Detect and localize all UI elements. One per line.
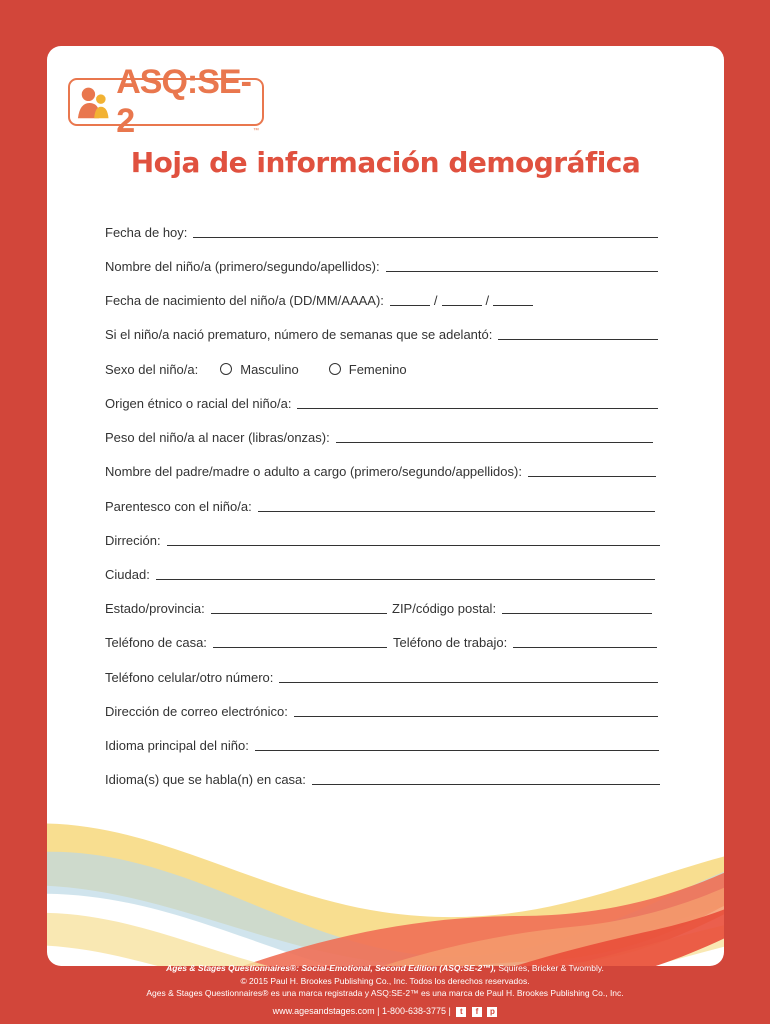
peso-input[interactable] (336, 430, 653, 443)
website-link[interactable]: www.agesandstages.com | 1-800-638-3775 | (272, 1006, 451, 1016)
field-direccion (105, 530, 660, 548)
facebook-icon[interactable]: f (472, 1007, 482, 1017)
zip-input[interactable] (502, 601, 652, 614)
direccion-input[interactable] (167, 533, 660, 546)
telefono-celular-label: Teléfono celular/otro número: (105, 670, 274, 685)
footer-line-3: Ages & Stages Questionnaires® es una marca registrada y ASQ:SE-2™ es una marca de Paul H. Brookes Publishing Co., Inc. (146, 988, 624, 998)
field-ciudad (105, 564, 655, 582)
field-fecha-hoy (105, 222, 658, 240)
birth-year-input[interactable] (493, 293, 533, 306)
field-nombre-padre (105, 461, 656, 479)
nombre-padre-input[interactable] (528, 464, 656, 477)
field-telefono-casa (105, 632, 387, 650)
birth-month-input[interactable] (442, 293, 482, 306)
field-estado (105, 598, 387, 616)
telefono-celular-input[interactable] (279, 670, 658, 683)
femenino-label: Femenino (348, 362, 407, 377)
field-telefono-celular (105, 667, 658, 685)
estado-label: Estado/provincia: (105, 601, 205, 616)
peso-label: Peso del niño/a al nacer (libras/onzas): (105, 430, 330, 445)
femenino-radio[interactable] (329, 363, 341, 375)
idioma-principal-input[interactable] (255, 738, 659, 751)
birth-day-input[interactable] (390, 293, 430, 306)
origen-input[interactable] (297, 396, 658, 409)
form-card (47, 46, 724, 966)
masculino-radio[interactable] (220, 363, 232, 375)
telefono-trabajo-label: Teléfono de trabajo: (393, 635, 508, 650)
decorative-waves (47, 766, 724, 966)
field-correo (105, 701, 658, 719)
field-zip (392, 598, 652, 616)
footer-title: Ages & Stages Questionnaires®: Social-Emotional, Second Edition (ASQ:SE-2™), (166, 963, 496, 973)
field-semanas-prematuro (105, 324, 658, 342)
semanas-prematuro-label: Si el niño/a nació prematuro, número de semanas que se adelantó: (105, 327, 493, 342)
parentesco-input[interactable] (258, 499, 655, 512)
field-parentesco (105, 496, 655, 514)
footer-contact (0, 1006, 770, 1017)
logo-text: ASQ:SE-2 (116, 63, 251, 140)
correo-input[interactable] (294, 704, 658, 717)
date-separator: / (433, 293, 438, 308)
nombre-nino-input[interactable] (386, 259, 658, 272)
field-idioma-principal (105, 735, 659, 753)
field-sexo (105, 359, 407, 377)
fecha-nacimiento-label: Fecha de nacimiento del niño/a (DD/MM/AAAA): (105, 293, 384, 308)
twitter-icon[interactable]: t (456, 1007, 466, 1017)
sexo-label: Sexo del niño/a: (105, 362, 199, 377)
copyright-footer (0, 962, 770, 1000)
idioma-principal-label: Idioma principal del niño: (105, 738, 249, 753)
asq-se2-logo (68, 63, 264, 140)
field-peso (105, 427, 653, 445)
fecha-hoy-label: Fecha de hoy: (105, 225, 188, 240)
footer-line-1 (0, 962, 770, 975)
footer-authors: Squires, Bricker & Twombly. (495, 963, 604, 973)
telefono-casa-input[interactable] (213, 635, 387, 648)
idiomas-casa-label: Idioma(s) que se habla(n) en casa: (105, 772, 306, 787)
nombre-padre-label: Nombre del padre/madre o adulto a cargo (primero/segundo/appellidos): (105, 464, 522, 479)
semanas-prematuro-input[interactable] (498, 327, 658, 340)
fecha-hoy-input[interactable] (193, 225, 658, 238)
zip-label: ZIP/código postal: (392, 601, 497, 616)
telefono-casa-label: Teléfono de casa: (105, 635, 207, 650)
field-fecha-nacimiento (105, 290, 533, 308)
footer-line-2: © 2015 Paul H. Brookes Publishing Co., Inc. Todos los derechos reservados. (240, 975, 530, 986)
field-origen (105, 393, 658, 411)
nombre-nino-label: Nombre del niño/a (primero/segundo/apellidos): (105, 259, 380, 274)
date-separator: / (485, 293, 490, 308)
field-nombre-nino (105, 256, 658, 274)
estado-input[interactable] (211, 601, 387, 614)
origen-label: Origen étnico o racial del niño/a: (105, 396, 292, 411)
ciudad-input[interactable] (156, 567, 655, 580)
telefono-trabajo-input[interactable] (513, 635, 657, 648)
pinterest-icon[interactable]: p (487, 1007, 497, 1017)
ciudad-label: Ciudad: (105, 567, 150, 582)
field-telefono-trabajo (393, 632, 657, 650)
parentesco-label: Parentesco con el niño/a: (105, 499, 252, 514)
correo-label: Dirección de correo electrónico: (105, 704, 288, 719)
masculino-label: Masculino (240, 362, 299, 377)
page-title: Hoja de información demográfica (130, 146, 641, 179)
family-icon (76, 83, 114, 121)
logo-trademark: ™ (253, 128, 259, 134)
direccion-label: Dirreción: (105, 533, 161, 548)
